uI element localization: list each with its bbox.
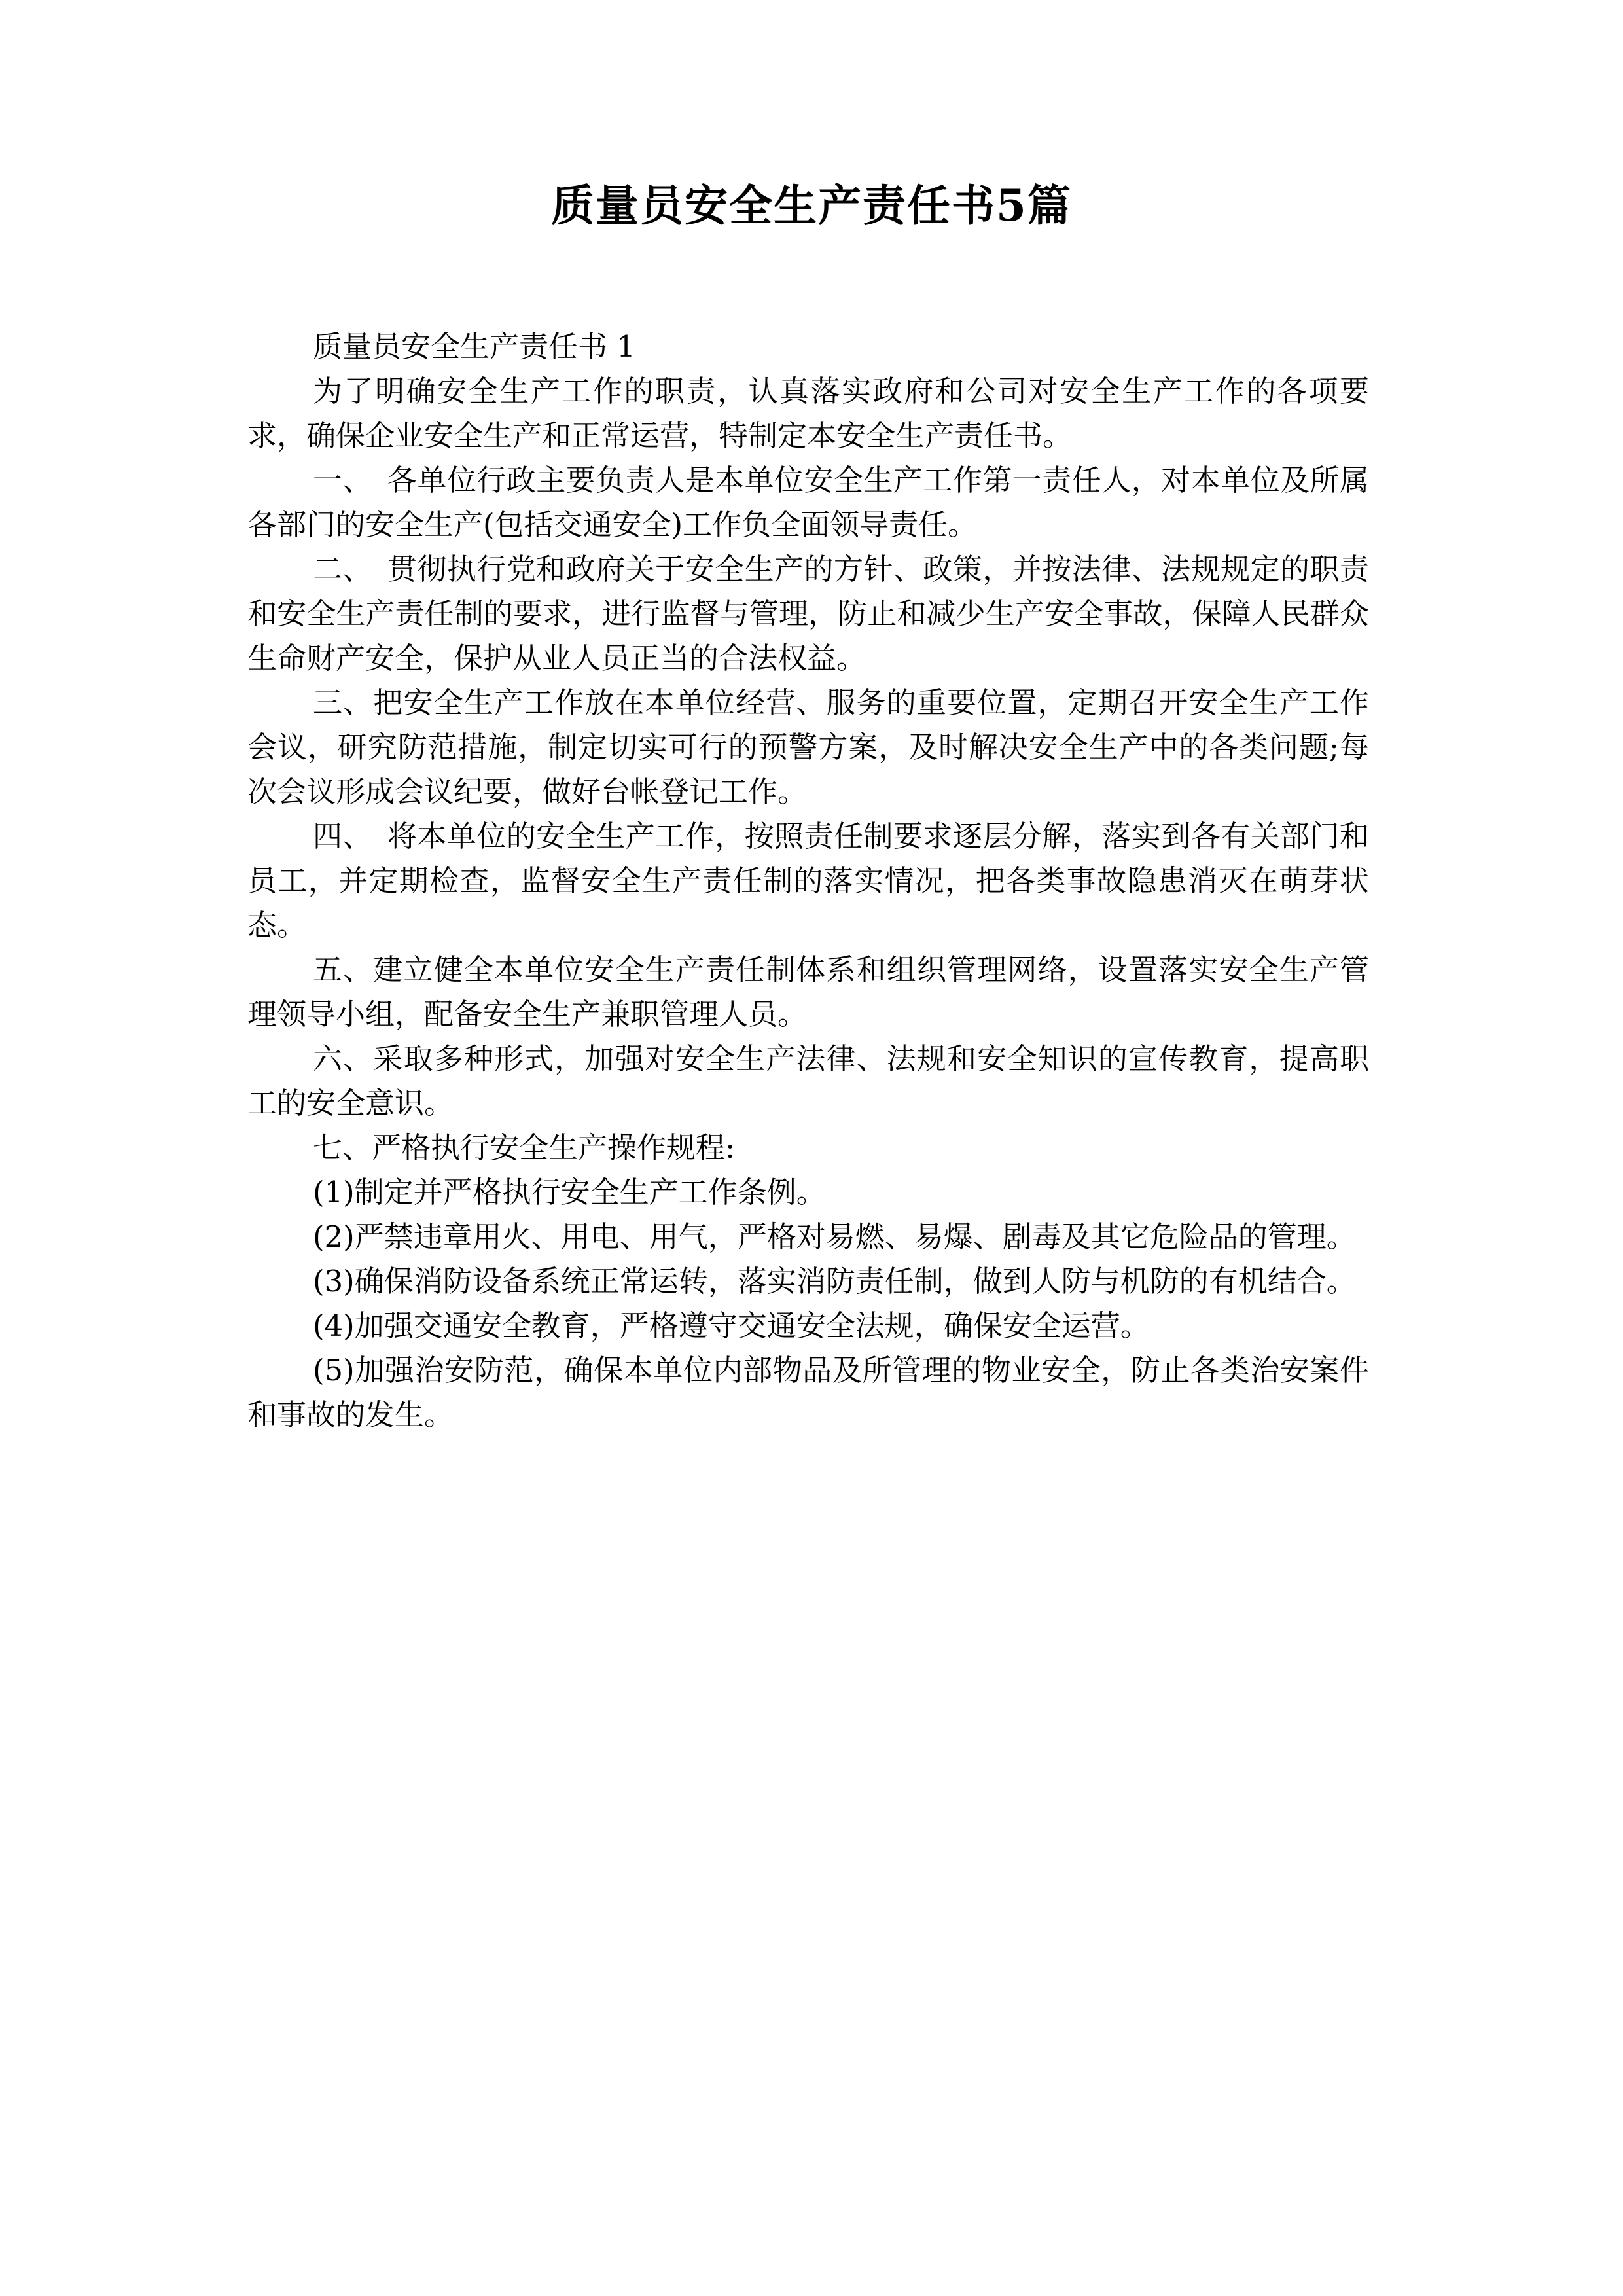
paragraph-sub-item-2: (2)严禁违章用火、用电、用气，严格对易燃、易爆、剧毒及其它危险品的管理。 [313, 1219, 1356, 1254]
paragraph-sub-item-3: (3)确保消防设备系统正常运转，落实消防责任制，做到人防与机防的有机结合。 [313, 1264, 1356, 1299]
paragraph-item-4: 四、 将本单位的安全生产工作，按照责任制要求逐层分解，落实到各有关部门和员工，并定期检查，监督安全生产责任制的落实情况，把各类事故隐患消灭在萌芽状态。 [247, 819, 1369, 942]
paragraph-item-2: 二、 贯彻执行党和政府关于安全生产的方针、政策，并按法律、法规规定的职责和安全生产责任制的要求，进行监督与管理，防止和减少生产安全事故，保障人民群众生命财产安全，保护从业人员正当的合法权益。 [247, 552, 1369, 675]
page-title: 质量员安全生产责任书5篇 [551, 180, 1072, 231]
paragraph-item-1: 一、 各单位行政主要负责人是本单位安全生产工作第一责任人，对本单位及所属各部门的安全生产(包括交通安全)工作负全面领导责任。 [247, 463, 1369, 542]
paragraph-sub-item-4: (4)加强交通安全教育，严格遵守交通安全法规，确保安全运营。 [313, 1308, 1150, 1343]
paragraph-item-7: 七、严格执行安全生产操作规程: [313, 1130, 736, 1165]
paragraph-item-3: 三、把安全生产工作放在本单位经营、服务的重要位置，定期召开安全生产工作会议，研究防范措施，制定切实可行的预警方案，及时解决安全生产中的各类问题;每次会议形成会议纪要，做好台帐登记工作。 [247, 685, 1369, 809]
paragraph-item-5: 五、建立健全本单位安全生产责任制体系和组织管理网络，设置落实安全生产管理领导小组，配备安全生产兼职管理人员。 [247, 952, 1369, 1031]
paragraph-sub-item-5: (5)加强治安防范，确保本单位内部物品及所管理的物业安全，防止各类治安案件和事故的发生。 [247, 1353, 1369, 1432]
paragraph-sub-item-1: (1)制定并严格执行安全生产工作条例。 [313, 1175, 826, 1210]
section-heading: 质量员安全生产责任书 1 [313, 329, 635, 364]
document-body [247, 325, 1369, 1437]
paragraph-intro: 为了明确安全生产工作的职责，认真落实政府和公司对安全生产工作的各项要求，确保企业安全生产和正常运营，特制定本安全生产责任书。 [247, 374, 1369, 453]
paragraph-item-6: 六、采取多种形式，加强对安全生产法律、法规和安全知识的宣传教育，提高职工的安全意识。 [247, 1041, 1369, 1121]
